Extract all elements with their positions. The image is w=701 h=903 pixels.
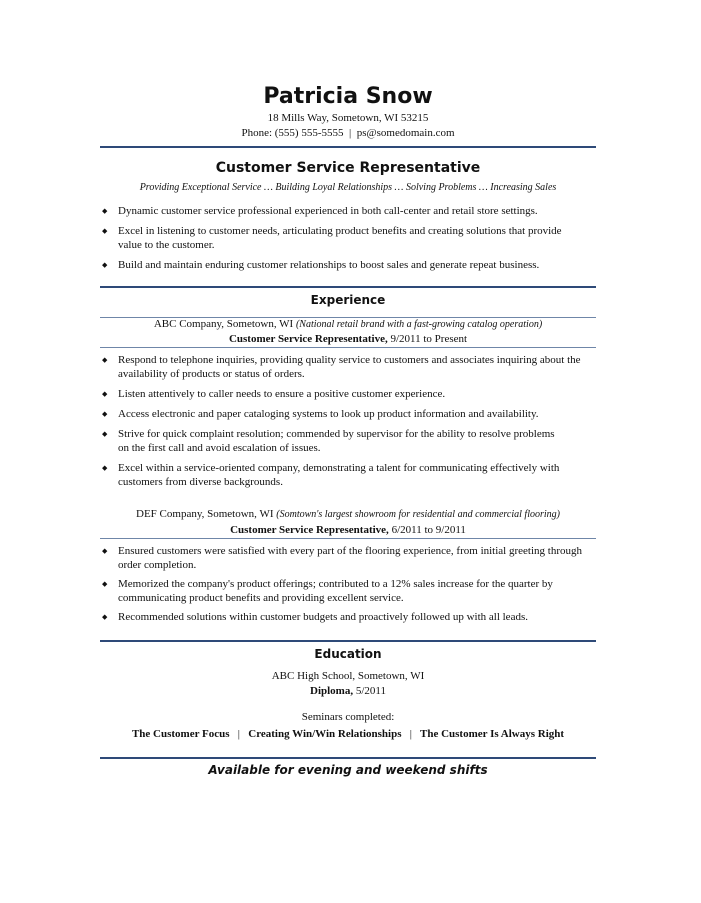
separator: |	[349, 127, 352, 139]
list-item: ◆ Access electronic and paper cataloging systems to look up product information and availability.	[100, 407, 596, 421]
section-heading-experience: Experience	[310, 293, 386, 307]
role-dates: 6/2011 to 9/2011	[391, 524, 466, 536]
phone: Phone: (555) 555-5555	[241, 127, 344, 139]
role-dates: 9/2011 to Present	[390, 333, 468, 345]
degree-line	[100, 684, 596, 698]
list-item: ◆ Recommended solutions within customer budgets and proactively followed up with all leads.	[100, 610, 596, 624]
separator: |	[409, 728, 412, 740]
list-item: ◆ Excel in listening to customer needs, articulating product benefits and creating solutions that provide value to the customer.	[100, 224, 596, 252]
divider	[100, 538, 596, 539]
degree: Diploma,	[310, 685, 354, 697]
company-line	[100, 317, 596, 332]
list-item: ◆ Ensured customers were satisfied with every part of the flooring experience, from initial greeting through order completion.	[100, 544, 596, 572]
role-line	[100, 332, 596, 346]
list-item: ◆ Strive for quick complaint resolution; commended by supervisor for the ability to resolve problems on the first call and avoid escalation of issues.	[100, 427, 596, 455]
contact-line	[100, 126, 596, 140]
email[interactable]: ps@somedomain.com	[356, 127, 455, 139]
list-item: ◆ Dynamic customer service professional experienced in both call-center and retail store settings.	[100, 204, 596, 218]
seminar: Creating Win/Win Relationships	[248, 728, 402, 740]
seminar: The Customer Focus	[131, 728, 230, 740]
company-name: ABC Company, Sometown, WI	[153, 318, 294, 330]
company-note: (Somtown's largest showroom for residential and commercial flooring)	[276, 509, 560, 520]
company-name: DEF Company, Sometown, WI	[136, 508, 274, 520]
school: ABC High School, Sometown, WI	[271, 670, 425, 682]
divider	[100, 146, 596, 148]
seminar: The Customer Is Always Right	[420, 728, 565, 740]
divider	[100, 347, 596, 348]
company-note: (National retail brand with a fast-growing catalog operation)	[295, 319, 543, 330]
list-item: ◆ Excel within a service-oriented company, demonstrating a talent for communicating effectively with customers from diverse backgrounds.	[100, 461, 596, 489]
role-title: Customer Service Representative,	[228, 333, 388, 345]
job-bullets	[100, 544, 596, 624]
seminars-list	[100, 727, 596, 741]
section-heading-education: Education	[314, 647, 382, 661]
availability-note: Available for evening and weekend shifts	[208, 763, 488, 777]
divider	[100, 757, 596, 759]
seminars-label: Seminars completed:	[301, 711, 395, 723]
divider	[100, 286, 596, 288]
role-line	[100, 523, 596, 537]
address: 18 Mills Way, Sometown, WI 53215	[267, 112, 429, 124]
objective-title: Customer Service Representative	[215, 160, 481, 176]
summary-bullets	[100, 204, 596, 272]
tagline: Providing Exceptional Service … Building Loyal Relationships … Solving Problems … Increasing Sales	[139, 182, 557, 193]
company-line	[100, 507, 596, 522]
job-bullets	[100, 353, 596, 489]
role-title: Customer Service Representative,	[230, 524, 389, 536]
list-item: ◆ Listen attentively to caller needs to ensure a positive customer experience.	[100, 387, 596, 401]
candidate-name: Patricia Snow	[263, 84, 433, 109]
list-item: ◆ Respond to telephone inquiries, providing quality service to customers and associates inquiring about the availability of products or status of orders.	[100, 353, 596, 381]
separator: |	[237, 728, 240, 740]
list-item: ◆ Memorized the company's product offerings; contributed to a 12% sales increase for the quarter by communicating product benefits and providing excellent service.	[100, 577, 596, 605]
degree-date: 5/2011	[355, 685, 386, 697]
divider	[100, 640, 596, 642]
list-item: ◆ Build and maintain enduring customer relationships to boost sales and generate repeat business.	[100, 258, 596, 272]
